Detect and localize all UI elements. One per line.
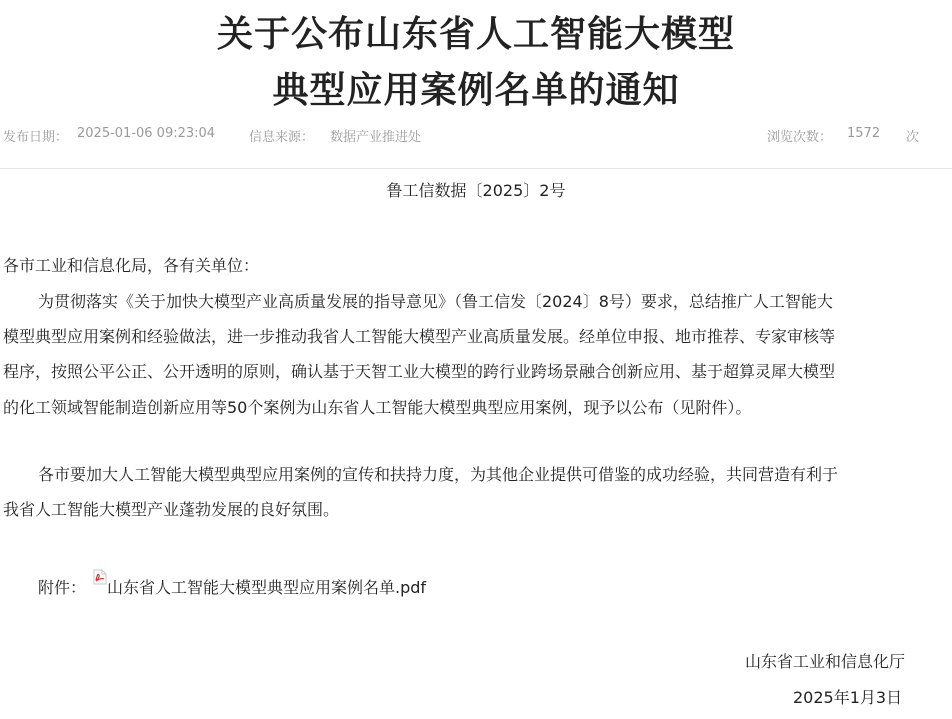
paragraph-1-line-2: 模型典型应用案例和经验做法，进一步推动我省人工智能大模型产业高质量发展。经单位申报、地市推荐、专家审核等 (3, 327, 836, 346)
paragraph-1-line-4: 的化工领域智能制造创新应用等50个案例为山东省人工智能大模型典型应用案例，现予以公布（见附件）。 (3, 398, 752, 417)
salutation: 各市工业和信息化局，各有关单位： (3, 256, 260, 275)
publish-date-value: 2025-01-06 09:23:04 (77, 126, 216, 141)
source-label: 信息来源： (249, 130, 315, 145)
meta-divider (0, 168, 952, 169)
signature-organization: 山东省工业和信息化厅 (745, 652, 906, 671)
views-count: 1572 (847, 126, 881, 141)
paragraph-1-line-1: 为贯彻落实《关于加快大模型产业高质量发展的指导意见》（鲁工信发〔2024〕8号）要求，总结推广人工智能大 (38, 292, 833, 311)
views-unit: 次 (906, 130, 920, 145)
publish-date-label: 发布日期： (3, 130, 69, 145)
source-value: 数据产业推进处 (330, 130, 422, 145)
paragraph-2-line-2: 我省人工智能大模型产业蓬勃发展的良好氛围。 (3, 500, 340, 519)
attachment-label: 附件： (38, 578, 87, 597)
pdf-file-icon (93, 569, 107, 585)
paragraph-1-line-3: 程序，按照公平公正、公开透明的原则，确认基于天智工业大模型的跨行业跨场景融合创新应用、基于超算灵犀大模型 (3, 362, 836, 381)
article-meta (0, 126, 952, 146)
paragraph-2-line-1: 各市要加大人工智能大模型典型应用案例的宣传和扶持力度，为其他企业提供可借鉴的成功经验，共同营造有利于 (38, 465, 839, 484)
signature-date: 2025年1月3日 (793, 688, 903, 707)
document-number: 鲁工信数据〔2025〕2号 (386, 181, 566, 200)
page-title-line-1: 关于公布山东省人工智能大模型 (216, 14, 735, 55)
views-label: 浏览次数： (767, 130, 833, 145)
attachment-file-link[interactable]: 山东省人工智能大模型典型应用案例名单.pdf (107, 578, 427, 597)
page-title-line-2: 典型应用案例名单的通知 (272, 70, 680, 111)
